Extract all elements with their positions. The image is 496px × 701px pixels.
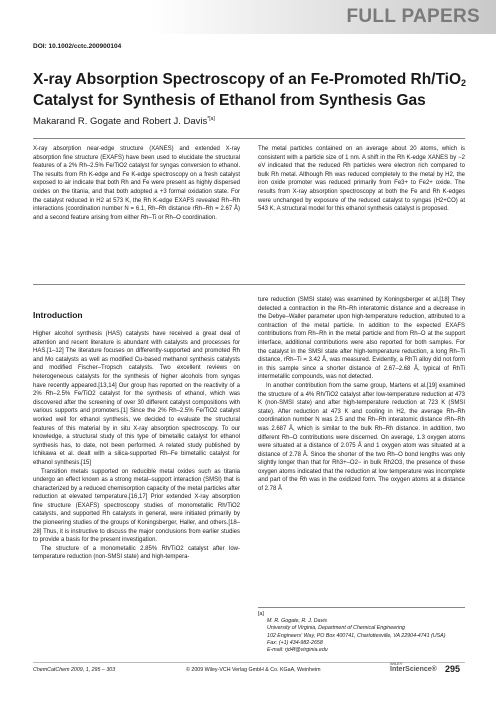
affiliation-footnote	[258, 607, 465, 654]
publisher-logo	[390, 662, 437, 673]
affiliation-label: [a]	[258, 611, 264, 617]
journal-citation: ChemCatChem 2009, 1, 295 – 303	[33, 667, 116, 673]
paragraph: ture reduction (SMSI state) was examined by Koningsberger et al.[18] They detected a contraction in the Rh–Rh interatomic distance and a decrease in the Debye–Waller parameter upon high-temperature reduction, attributed to a contraction of the metal particle. In addition to the expected EXAFS contributions from Rh–Rh in the metal particle and from Rh–O at the support interface, additional contributions were also reported for both samples. For the catalyst in the SMSI state after high-temperature reduction, a long Rh–Ti distance, rRh–Ti = 3.42 Å, was measured. Evidently, a RhTi alloy did not form in this sample since a shorter distance of 2.67–2.68 Å, typical of RhTi intermetallic compounds, was not detected.	[258, 297, 465, 381]
paragraph: The structure of a monometallic 2.85% Rh/TiO2 catalyst after low-temperature reduction (non-SMSI state) and high-tempera-	[33, 545, 240, 561]
doi: DOI: 10.1002/cctc.200900104	[33, 43, 122, 50]
affiliation-line: 102 Engineers' Way, PO Box 400741, Charlottesville, VA 22904-4741 (USA)	[267, 632, 446, 639]
title-subscript: 2	[461, 78, 467, 88]
page-number: 295	[445, 664, 461, 674]
article-title	[33, 71, 473, 109]
logo-top-text: WILEY	[390, 661, 403, 666]
paragraph: Transition metals supported on reducible metal oxides such as titania undergo an effect known as a strong metal–support interaction (SMSI) that is characterized by a reduced chemisorption capacity of the metal particles after reduction at elevated temperature.[16,17] Prior extended X-ray absorption fine structure (EXAFS) spectroscopy studies of monometallic Rh/TiO2 catalysts, and supported Rh catalysts in general, were initiated primarily by the pioneering studies of the groups of Koningsberger, Haller, and others.[18–28] Thus, it is instructive to discuss the major conclusions from earlier studies to provide a basis for the present investigation.	[33, 468, 240, 544]
body-right-column	[258, 296, 465, 494]
paragraph: Higher alcohol synthesis (HAS) catalysts have received a great deal of attention and recent literature is abundant with catalysts and processes for HAS.[1–12] The literature focuses on differently-supported and promoted Rh and Mo catalysts as well as modified Cu-based methanol synthesis catalysts and modified Fischer–Tropsch catalysts. Two excellent reviews on heterogeneous catalysts for the synthesis of higher alcohols from syngas have recently appeared.[13,14] Our group has reported on the reactivity of a 2% Rh–2.5% Fe/TiO2 catalyst for the synthesis of ethanol, which was discovered after the screening of over 30 different catalyst compositions with various supports and promoters.[1] Since the 2% Rh–2.5% Fe/TiO2 catalyst worked well for ethanol synthesis, we decided to evaluate the structural features of this material by in situ X-ray absorption spectroscopy. To our knowledge, a structural study of this type of bimetallic catalyst for ethanol synthesis has, to date, not been performed. A related study published by Ichikawa et al. dealt with a silica-supported Rh–Fe bimetallic catalyst for ethanol synthesis.[15]	[33, 331, 240, 466]
title-line-2: Catalyst for Synthesis of Ethanol from Synthesis Gas	[33, 92, 426, 109]
abstract	[33, 138, 465, 285]
section-label: FULL PAPERS	[346, 6, 480, 27]
title-line-1: X-ray Absorption Spectroscopy of an Fe-Promoted Rh/TiO	[33, 71, 462, 88]
abstract-left-column: X-ray absorption near-edge structure (XANES) and extended X-ray absorption fine structure (EXAFS) have been used to elucidate the structural features of a 2% Rh–2.5% Fe/TiO2 catalyst for syngas conversion to ethanol. The results from Rh K-edge and Fe K-edge spectroscopy on a fresh catalyst exposed to air indicate that both Rh and Fe were present as highly dispersed oxides on the titania, and that both adopted a +3 formal oxidation state. For the catalyst reduced in H2 at 573 K, the Rh K-edge EXAFS revealed Rh–Rh interactions (coordination number N = 6.1, Rh–Rh distance rRh–Rh = 2.67 Å) and a second feature arising from either Rh–Ti or Rh–O coordination.	[33, 146, 240, 221]
affiliation-line: E-mail: rjd4f@virginia.edu	[267, 647, 328, 654]
body-left-column	[33, 330, 240, 562]
logo-main-text: InterScience®	[390, 666, 437, 673]
copyright: © 2009 Wiley-VCH Verlag GmbH & Co. KGaA, Weinheim	[186, 667, 321, 673]
affiliation-line: Fax: (+1) 434-982-2658	[267, 639, 323, 646]
affiliation-line: University of Virginia, Department of Chemical Engineering	[267, 625, 405, 632]
author-marker: *[a]	[207, 116, 215, 122]
affiliation-line: M. R. Gogate, R. J. Davis	[267, 618, 328, 625]
section-heading: Introduction	[33, 310, 83, 320]
author-names: Makarand R. Gogate and Robert J. Davis	[33, 116, 208, 128]
author-list	[33, 116, 215, 127]
abstract-right-column: The metal particles contained on an average about 20 atoms, which is consistent with a particle size of 1 nm. A shift in the Rh K-edge XANES by −2 eV indicated that the reduced Rh particles were electron rich compared to bulk Rh metal. Although Rh was reduced completely to the metal by H2, the iron oxide promoter was reduced primarily from Fe3+ to Fe2+ oxide. The results from X-ray absorption spectroscopy at both the Fe and Rh K-edges were unchanged by exposure of the reduced catalyst to syngas (H2+CO) at 543 K. A structural model for this ethanol synthesis catalyst is proposed.	[258, 146, 465, 213]
paragraph: In another contribution from the same group, Martens et al.[19] examined the structure of a 4% Rh/TiO2 catalyst after low-temperature reduction at 473 K (non-SMSI state) and after high-temperature reduction at 723 K (SMSI state). After reduction at 473 K and cooling in H2, the average Rh–Rh coordination number N was 2.5 and the Rh–Rh interatomic distance rRh–Rh was 2.687 Å, which is similar to the bulk Rh–Rh distance. In addition, two different Rh–O contributions were discerned. On average, 1.3 oxygen atoms were situated at a distance of 2.075 Å and 1 oxygen atom was situated at a distance of 2.78 Å. Since the shorter of the two Rh–O bond lengths was only slightly longer than that for Rh3+–O2− in bulk Rh2O3, the presence of these oxygen atoms indicated that the reduction at low temperature was incomplete and part of the Rh was in the oxidized form. The oxygen atoms at a distance of 2.78 Å	[258, 382, 465, 493]
